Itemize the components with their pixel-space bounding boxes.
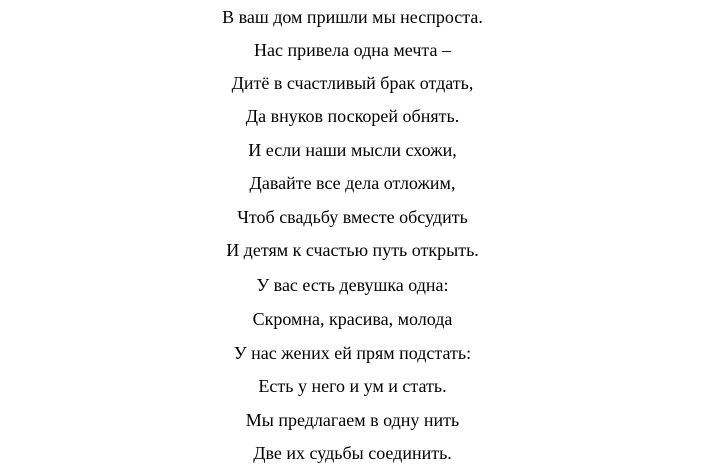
poem-line: Чтоб свадьбу вместе обсудить — [237, 207, 468, 227]
poem-line: Скромна, красива, молода — [252, 309, 453, 329]
poem-line: И детям к счастью путь открыть. — [226, 240, 479, 260]
poem-line: Две их судьбы соединить. — [253, 443, 452, 463]
poem-line: Давайте все дела отложим, — [249, 173, 456, 193]
poem-line: Да внуков поскорей обнять. — [245, 106, 460, 126]
poem-line: Нас привела одна мечта – — [254, 40, 451, 60]
poem-line: Есть у него и ум и стать. — [258, 376, 447, 396]
poem-line: В ваш дом пришли мы неспроста. — [222, 7, 483, 27]
poem-line: У нас жених ей прям подстать: — [233, 343, 472, 363]
poem-line: У вас есть девушка одна: — [256, 275, 449, 295]
poem-line: Дитё в счастливый брак отдать, — [231, 73, 474, 93]
poem-line: И если наши мысли схожи, — [248, 140, 457, 160]
poem-line: Мы предлагаем в одну нить — [245, 410, 460, 430]
